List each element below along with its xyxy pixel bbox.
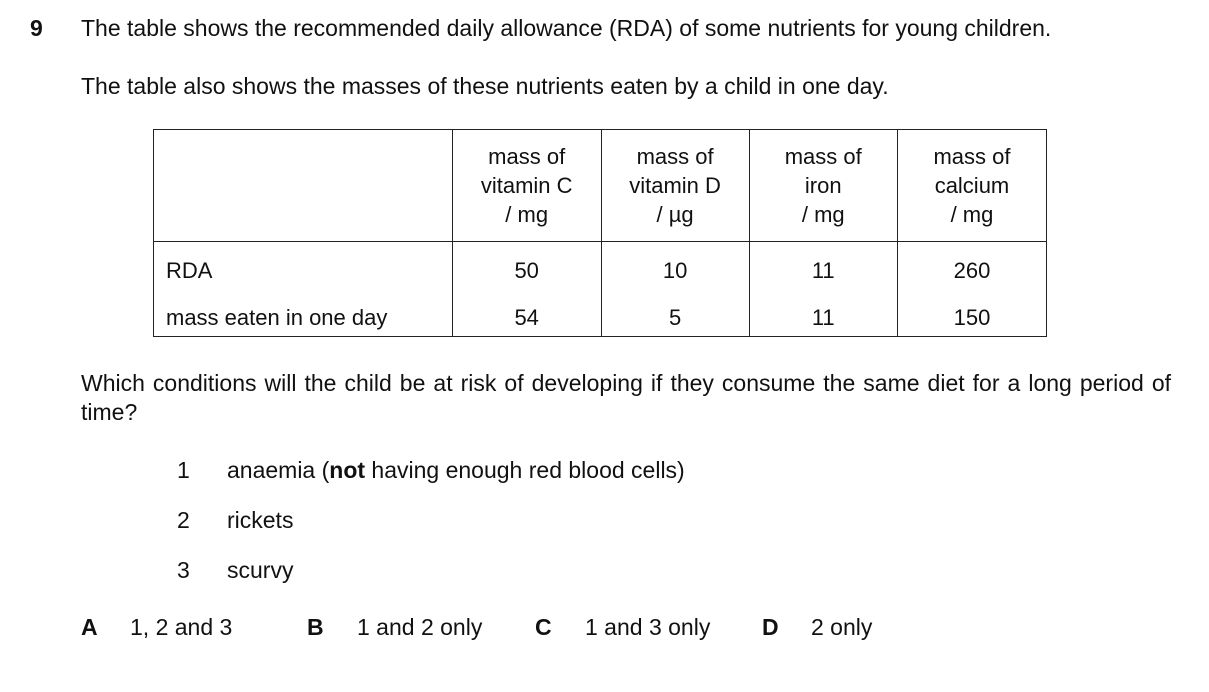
option-text-emphasis: not	[329, 457, 366, 483]
table-header-empty-cell	[154, 130, 453, 242]
row-label-mass-eaten: mass eaten in one day	[154, 300, 453, 337]
header-unit: / mg	[801, 202, 845, 227]
option-text-anaemia	[227, 456, 685, 485]
header-text-line: iron	[804, 173, 842, 198]
header-text-line: mass of	[488, 144, 566, 169]
header-text-line: vitamin C	[480, 173, 573, 198]
answer-letter-d: D	[762, 614, 779, 640]
header-text-line: calcium	[934, 173, 1010, 198]
answer-text-b: 1 and 2 only	[357, 614, 483, 640]
option-number: 1	[177, 457, 190, 483]
table-cell: 260	[897, 242, 1046, 301]
answer-text-c: 1 and 3 only	[585, 614, 711, 640]
table-row	[154, 300, 1047, 337]
answer-text-a: 1, 2 and 3	[130, 614, 233, 640]
option-number: 2	[177, 507, 190, 533]
question-number: 9	[30, 15, 43, 41]
table-cell: 10	[601, 242, 749, 301]
option-text-rickets: rickets	[227, 507, 294, 533]
header-unit: / mg	[505, 202, 549, 227]
table-cell: 150	[897, 300, 1046, 337]
table-header-vitamin-d	[601, 130, 749, 242]
option-text-part: having enough red blood cells)	[365, 457, 685, 483]
table-row	[154, 242, 1047, 301]
answer-letter-c: C	[535, 614, 552, 640]
table-cell: 11	[749, 300, 897, 337]
table-cell: 11	[749, 242, 897, 301]
answer-letter-a: A	[81, 614, 98, 640]
answer-text-d: 2 only	[811, 614, 873, 640]
table-header-vitamin-c	[452, 130, 601, 242]
nutrient-table	[153, 129, 1047, 337]
question-prompt: Which conditions will the child be at risk of developing if they consume the same diet for a long period of time?	[81, 370, 1171, 425]
header-unit: / µg	[656, 202, 694, 227]
option-text-part: anaemia (	[227, 457, 330, 483]
table-header-iron	[749, 130, 897, 242]
table-header-row	[154, 130, 1047, 242]
header-unit: / mg	[950, 202, 994, 227]
table-cell: 50	[452, 242, 601, 301]
table-header-calcium	[897, 130, 1046, 242]
answer-letter-b: B	[307, 614, 324, 640]
row-label-rda: RDA	[154, 242, 453, 301]
header-text-line: mass of	[784, 144, 862, 169]
header-text-line: vitamin D	[629, 173, 721, 198]
option-text-scurvy: scurvy	[227, 557, 294, 583]
table-cell: 54	[452, 300, 601, 337]
question-intro-line-1: The table shows the recommended daily allowance (RDA) of some nutrients for young children.	[81, 15, 1052, 41]
option-number: 3	[177, 557, 190, 583]
header-text-line: mass of	[933, 144, 1011, 169]
table-cell: 5	[601, 300, 749, 337]
question-intro-line-2: The table also shows the masses of these nutrients eaten by a child in one day.	[81, 73, 889, 99]
header-text-line: mass of	[636, 144, 714, 169]
